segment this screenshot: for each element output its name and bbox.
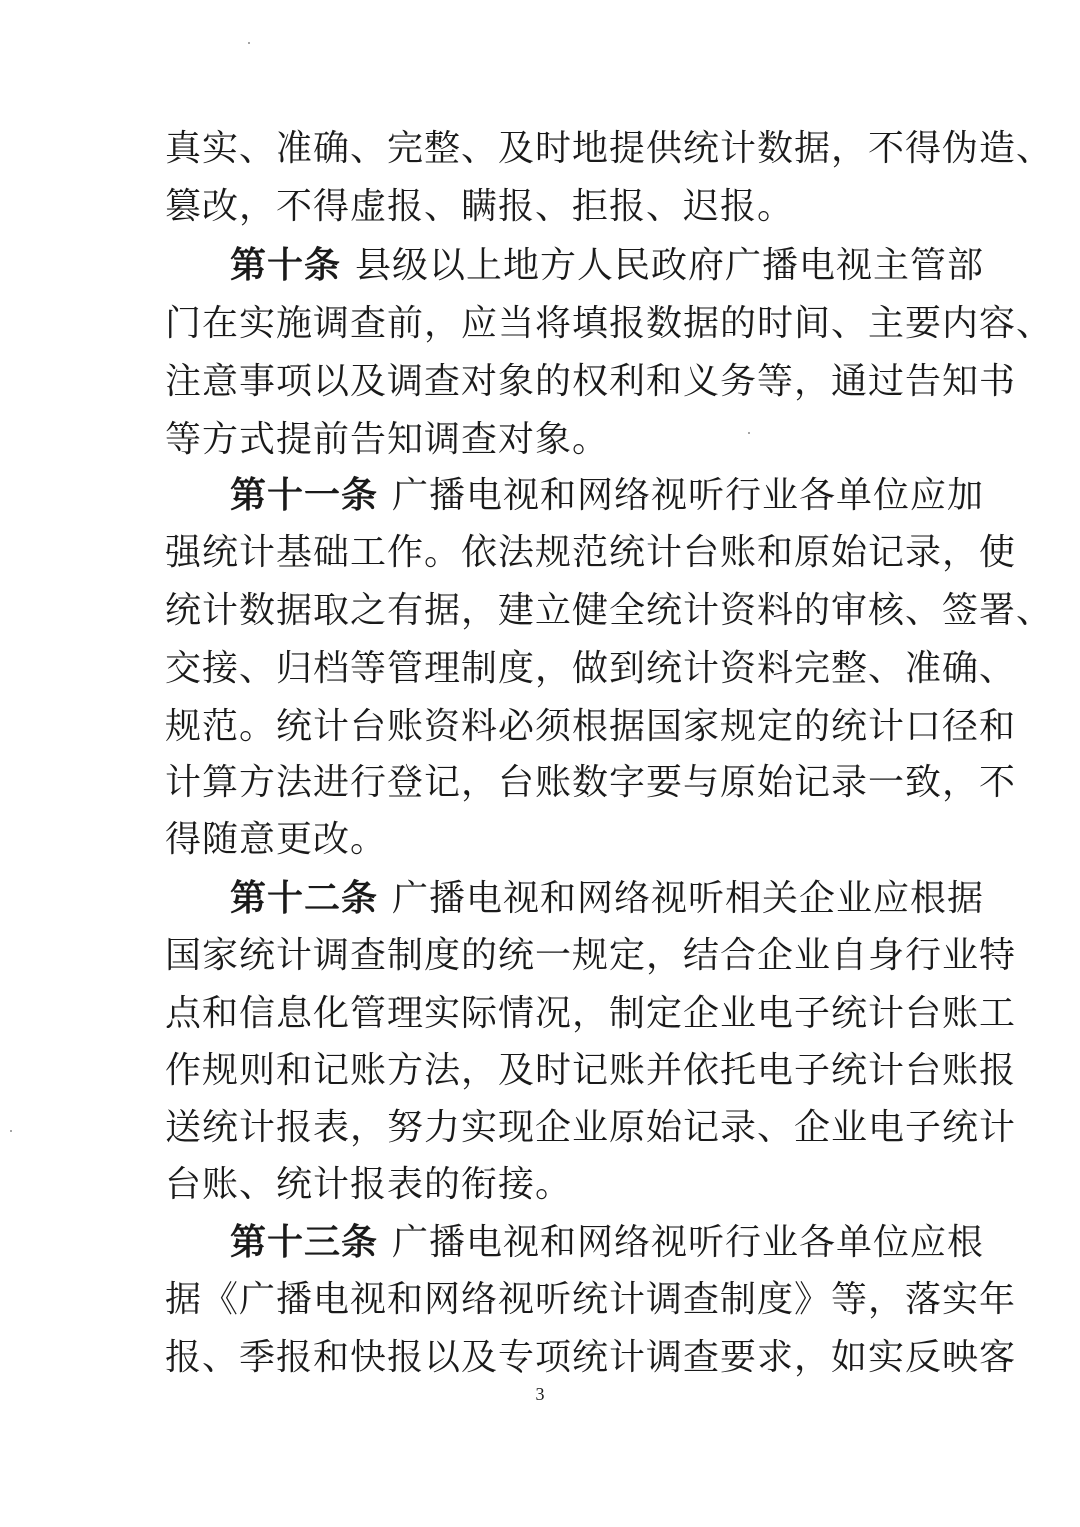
text-line: 篡改，不得虚报、瞒报、拒报、迟报。: [165, 186, 795, 227]
text-line: 得随意更改。: [165, 819, 388, 860]
article-heading: 第十一条: [230, 475, 379, 516]
text-line: 交接、归档等管理制度，做到统计资料完整、准确、: [165, 648, 1017, 689]
article-first-line: [230, 467, 985, 525]
text-line: 门在实施调查前，应当将填报数据的时间、主要内容、: [165, 303, 1054, 344]
article-first-line: [230, 870, 985, 928]
text-line: 真实、准确、完整、及时地提供统计数据，不得伪造、: [165, 128, 1054, 169]
article-first-line: [230, 237, 985, 295]
page-number: 3: [535, 1384, 545, 1404]
text-line: 台账、统计报表的衔接。: [165, 1164, 573, 1205]
scan-speck: [748, 432, 750, 434]
scan-speck: [248, 42, 250, 44]
text-line: 送统计报表，努力实现企业原始记录、企业电子统计: [165, 1107, 1017, 1148]
article-heading: 第十三条: [230, 1222, 379, 1263]
text-line: 计算方法进行登记，台账数字要与原始记录一致，不: [165, 762, 1017, 803]
text-line: 注意事项以及调查对象的权利和义务等，通过告知书: [165, 361, 1017, 402]
article-text: 广播电视和网络视听行业各单位应加: [392, 475, 985, 516]
text-line: 据《广播电视和网络视听统计调查制度》等，落实年: [165, 1279, 1017, 1320]
article-first-line: [230, 1214, 985, 1272]
article-heading: 第十条: [230, 245, 342, 286]
text-line: 作规则和记账方法，及时记账并依托电子统计台账报: [165, 1050, 1017, 1091]
text-line: 国家统计调查制度的统一规定，结合企业自身行业特: [165, 935, 1017, 976]
text-line: 规范。统计台账资料必须根据国家规定的统计口径和: [165, 706, 1017, 747]
article-text: 县级以上地方人民政府广播电视主管部: [355, 245, 985, 286]
text-line: 强统计基础工作。依法规范统计台账和原始记录，使: [165, 532, 1017, 573]
text-line: 统计数据取之有据，建立健全统计资料的审核、签署、: [165, 590, 1054, 631]
text-line: 报、季报和快报以及专项统计调查要求，如实反映客: [165, 1337, 1017, 1378]
scan-speck: [10, 1130, 12, 1132]
article-heading: 第十二条: [230, 878, 379, 919]
article-text: 广播电视和网络视听行业各单位应根: [392, 1222, 985, 1263]
text-line: 等方式提前告知调查对象。: [165, 419, 610, 460]
article-text: 广播电视和网络视听相关企业应根据: [392, 878, 985, 919]
text-line: 点和信息化管理实际情况，制定企业电子统计台账工: [165, 993, 1017, 1034]
